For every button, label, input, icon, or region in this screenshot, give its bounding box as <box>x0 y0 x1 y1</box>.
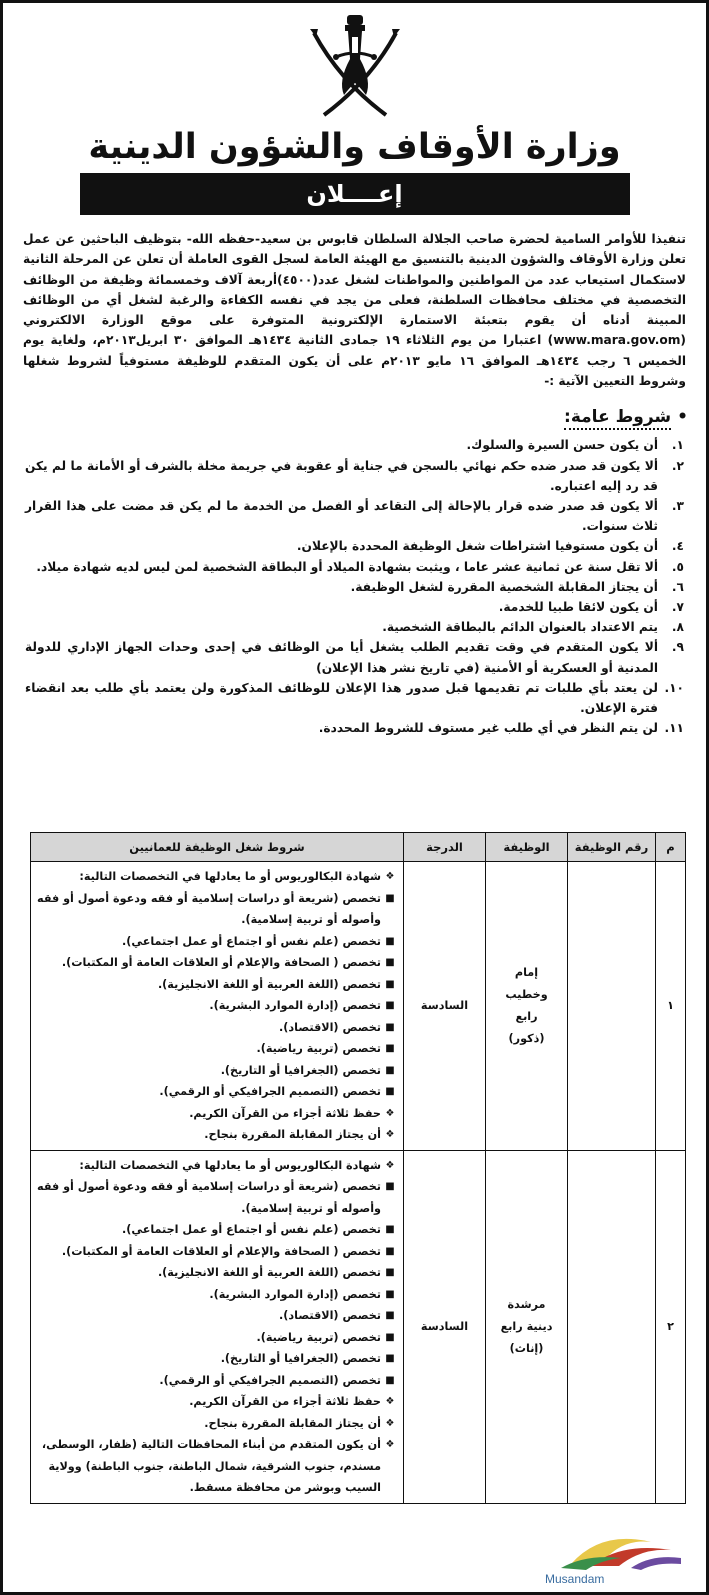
square-bullet-icon: ■ <box>385 1374 395 1386</box>
watermark-text: Musandam <box>545 1572 605 1586</box>
intro-paragraph: تنفيذا للأوامر السامية لحضرة صاحب الجلالة السلطان قابوس بن سعيد-حفظه الله- بتوظيف الباحثين عن عمل تعلن وزارة الأوقاف والشؤون الدينية بالتنسيق مع الهيئة العامة لسجل القوى العاملة أن تعلن عن المرحلة الثانية لاستكمال استيعاب عدد من المواطنين والمواطنات لشغل عدد(٤٥٠٠)أربعة آلاف وخمسمائة وظيفة من الوظائف التخصصية في مختلف محافظات السلطنة، فعلى من يجد في نفسه الكفاءة والرغبة لشغل أي من الوظائف المبينة أدناه أن يقوم بتعبئة الاستمارة الإلكترونية المتوفرة على موقع الوزارة الالكتروني (www.mara.gov.om) اعتبارا من يوم الثلاثاء ١٩ جمادى الثانية ١٤٣٤هـ الموافق ٣٠ ابريل٢٠١٣م، ولغاية يوم الخميس ٦ رجب ١٤٣٤هـ الموافق ١٦ مايو ٢٠١٣م على أن يكون المتقدم للوظيفة مستوفياً لشروط شغلها وشروط التعيين الآتية :- <box>23 232 687 389</box>
requirement-item <box>35 1103 397 1125</box>
requirement-text: تخصص (التصميم الجرافيكي أو الرقمي). <box>159 1373 381 1387</box>
requirement-item <box>35 1017 397 1039</box>
requirement-item <box>35 952 397 974</box>
condition-item: ١. أن يكون حسن السيرة والسلوك. <box>466 438 684 453</box>
requirement-item <box>35 1262 397 1284</box>
requirement-text: تخصص (اللغة العربية أو اللغة الانجليزية). <box>157 1266 381 1279</box>
requirement-text: تخصص (تربية رياضية). <box>256 1330 381 1344</box>
requirement-item <box>35 888 397 931</box>
cell-requirements <box>31 1150 404 1503</box>
requirement-text: تخصص (الاقتصاد). <box>279 1309 381 1322</box>
requirement-item <box>35 1081 397 1103</box>
general-conditions-heading <box>17 405 688 429</box>
square-bullet-icon: ■ <box>385 1064 395 1076</box>
condition-item: ٩. ألا يكون المتقدم في وقت تقديم الطلب يشغل أيا من الوظائف في إحدى وحدات الجهاز الإداري للدولة المدنية أو العسكرية أو الأمنية (في تاريخ نشر هذا الإعلان) <box>25 640 684 675</box>
diamond-bullet-icon: ❖ <box>385 871 395 882</box>
diamond-bullet-icon: ❖ <box>385 1439 395 1450</box>
requirement-item <box>35 931 397 953</box>
watermark-logo-icon <box>531 1524 701 1586</box>
requirement-text: أن يكون المتقدم من أبناء المحافظات التالية (ظفار، الوسطى، مسندم، جنوب الشرقية، شمال الباطنة، جنوب الباطنة) وولاية السيب وبوشر من محافظة مسقط. <box>41 1438 381 1494</box>
square-bullet-icon: ■ <box>385 1245 395 1257</box>
cell-num: ١ <box>656 862 686 1151</box>
requirement-text: تخصص (الاقتصاد). <box>279 1020 381 1034</box>
bullet-icon: • <box>677 407 688 428</box>
square-bullet-icon: ■ <box>385 1000 395 1011</box>
requirement-text: تخصص (التصميم الجرافيكي أو الرقمي). <box>159 1085 381 1098</box>
requirement-text: حفظ ثلاثة أجزاء من القرآن الكريم. <box>189 1106 381 1120</box>
square-bullet-icon: ■ <box>385 1331 395 1343</box>
requirement-text: تخصص ( الصحافة والإعلام أو العلاقات العامة أو المكتبات). <box>61 1244 381 1258</box>
cell-grade: السادسة <box>404 862 486 1151</box>
table-header-row <box>31 833 686 862</box>
requirement-text: تخصص (علم نفس أو اجتماع أو عمل اجتماعي). <box>122 934 381 948</box>
requirement-text: تخصص (شريعة أو دراسات إسلامية أو فقه ودعوة أصول أو فقه وأصوله أو تربية إسلامية). <box>37 1180 381 1215</box>
square-bullet-icon: ■ <box>385 1267 395 1278</box>
cell-job: إمام وخطيب رابع (ذكور) <box>486 862 568 1151</box>
requirement-text: تخصص (الجغرافيا أو التاريخ). <box>220 1352 381 1365</box>
requirement-text: شهادة البكالوريوس أو ما يعادلها في التخصصات التالية: <box>79 870 381 883</box>
requirement-item <box>35 1434 397 1499</box>
cell-job: مرشدة دينية رابع (إناث) <box>486 1150 568 1503</box>
table-row <box>31 1150 686 1503</box>
table-row <box>31 862 686 1151</box>
requirement-item <box>35 1284 397 1306</box>
requirement-item <box>35 1327 397 1349</box>
condition-item: ٦. أن يجتاز المقابلة الشخصية المقررة لشغل الوظيفة. <box>350 579 684 594</box>
requirement-text: حفظ ثلاثة أجزاء من القرآن الكريم. <box>189 1395 381 1408</box>
oman-emblem-icon <box>17 11 692 123</box>
requirement-text: تخصص (اللغة العربية أو اللغة الانجليزية). <box>157 977 381 991</box>
requirement-item <box>35 1219 397 1241</box>
requirement-text: تخصص ( الصحافة والإعلام أو العلاقات العامة أو المكتبات). <box>61 956 381 969</box>
ministry-title: وزارة الأوقاف والشؤون الدينية <box>88 127 621 167</box>
requirement-text: تخصص (تربية رياضية). <box>256 1042 381 1055</box>
requirement-item <box>35 974 397 996</box>
requirement-item <box>35 1038 397 1060</box>
requirement-text: تخصص (شريعة أو دراسات إسلامية أو فقه ودعوة أصول أو فقه وأصوله أو تربية إسلامية). <box>37 891 381 926</box>
requirement-text: تخصص (إدارة الموارد البشرية). <box>209 999 381 1012</box>
requirement-item <box>35 1176 397 1219</box>
square-bullet-icon: ■ <box>385 978 395 990</box>
requirement-text: شهادة البكالوريوس أو ما يعادلها في التخصصات التالية: <box>79 1158 381 1172</box>
header-job-number: رقم الوظيفة <box>568 833 656 862</box>
condition-item: ٥. ألا تقل سنة عن ثمانية عشر عاما ، ويثبت بشهادة الميلاد أو البطاقة الشخصية لمن ليس لديه شهادة ميلاد. <box>36 559 684 574</box>
requirement-item <box>35 866 397 888</box>
requirement-item <box>35 1391 397 1413</box>
cell-requirements <box>31 862 404 1151</box>
cell-job-number <box>568 862 656 1151</box>
cell-job-number <box>568 1150 656 1503</box>
header-grade: الدرجة <box>404 833 486 862</box>
requirement-item <box>35 1413 397 1435</box>
condition-item: ١١. لن يتم النظر في أي طلب غير مستوف للشروط المحددة. <box>318 721 684 736</box>
condition-item: ١٠. لن يعتد بأي طلبات تم تقديمها قبل صدور هذا الإعلان للوظائف المذكورة ولن يعتمد بأي طلب بعد انقضاء فترة الإعلان. <box>25 680 684 716</box>
condition-item: ٢. ألا يكون قد صدر ضده حكم نهائي بالسجن في جناية أو عقوبة في جريمة مخلة بالشرف أو الأمانة ما لم يكن قد رد إليه اعتباره. <box>25 458 684 493</box>
square-bullet-icon: ■ <box>385 935 395 947</box>
requirement-text: تخصص (علم نفس أو اجتماع أو عمل اجتماعي). <box>122 1223 381 1236</box>
square-bullet-icon: ■ <box>385 1181 395 1192</box>
requirement-item <box>35 995 397 1017</box>
header-job: الوظيفة <box>486 833 568 862</box>
diamond-bullet-icon: ❖ <box>385 1159 395 1171</box>
condition-item: ٤. أن يكون مستوفيا اشتراطات شغل الوظيفة المحددة بالإعلان. <box>296 539 684 554</box>
diamond-bullet-icon: ❖ <box>385 1396 395 1407</box>
requirement-item <box>35 1124 397 1146</box>
diamond-bullet-icon: ❖ <box>385 1129 395 1140</box>
requirement-item <box>35 1348 397 1370</box>
jobs-table <box>30 832 686 1504</box>
requirement-text: أن يجتاز المقابلة المقررة بنجاح. <box>204 1416 381 1430</box>
condition-item: ٣. ألا يكون قد صدر ضده قرار بالإحالة إلى التقاعد أو الفصل من الخدمة ما لم يكن قد مضت على هذا القرار ثلاث سنوات. <box>25 498 684 534</box>
cell-grade: السادسة <box>404 1150 486 1503</box>
requirement-item <box>35 1370 397 1392</box>
requirements-list <box>35 866 397 1146</box>
square-bullet-icon: ■ <box>385 957 395 968</box>
announcement-banner: إعــــلان <box>80 173 630 215</box>
diamond-bullet-icon: ❖ <box>385 1107 395 1119</box>
general-conditions-title: شروط عامة: <box>564 407 671 430</box>
condition-item: ٨. يتم الاعتداد بالعنوان الدائم بالبطاقة الشخصية. <box>382 620 684 635</box>
conditions-list <box>17 435 692 738</box>
square-bullet-icon: ■ <box>385 892 395 904</box>
requirement-item <box>35 1155 397 1177</box>
header-requirements: شروط شغل الوظيفة للعمانيين <box>31 833 404 862</box>
requirement-text: أن يجتاز المقابلة المقررة بنجاح. <box>204 1128 381 1141</box>
square-bullet-icon: ■ <box>385 1310 395 1321</box>
header-num: م <box>656 833 686 862</box>
condition-item: ٧. أن يكون لائقا طبيا للخدمة. <box>498 600 684 614</box>
requirement-item <box>35 1241 397 1263</box>
square-bullet-icon: ■ <box>385 1288 395 1300</box>
requirement-item <box>35 1060 397 1082</box>
square-bullet-icon: ■ <box>385 1043 395 1054</box>
square-bullet-icon: ■ <box>385 1086 395 1097</box>
requirements-list <box>35 1155 397 1499</box>
requirement-text: تخصص (الجغرافيا أو التاريخ). <box>220 1063 381 1077</box>
cell-num: ٢ <box>656 1150 686 1503</box>
requirement-item <box>35 1305 397 1327</box>
square-bullet-icon: ■ <box>385 1224 395 1235</box>
square-bullet-icon: ■ <box>385 1021 395 1033</box>
square-bullet-icon: ■ <box>385 1353 395 1364</box>
diamond-bullet-icon: ❖ <box>385 1417 395 1429</box>
requirement-text: تخصص (إدارة الموارد البشرية). <box>209 1287 381 1301</box>
